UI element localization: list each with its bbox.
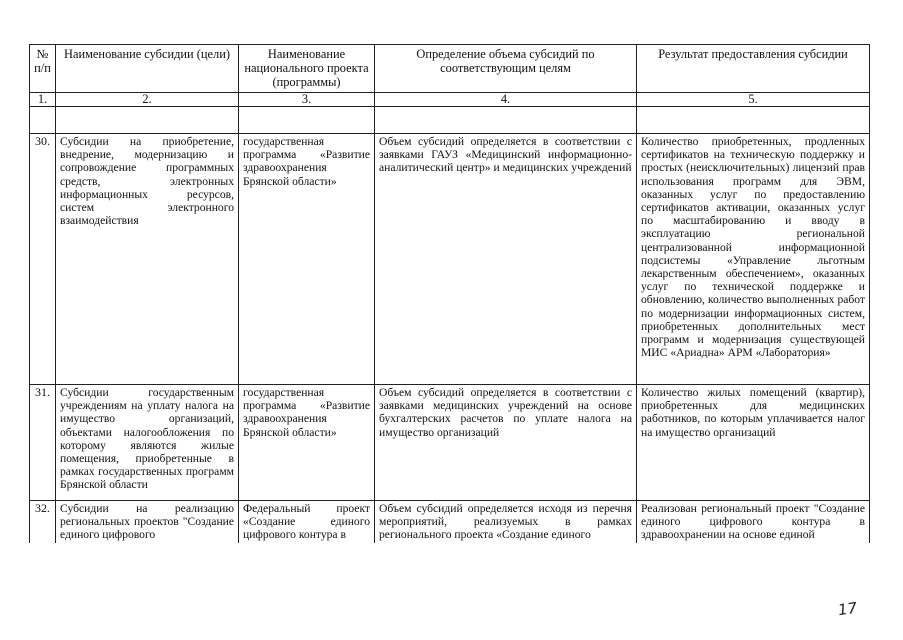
blank-row: [30, 107, 870, 134]
header-volume-definition: Определение объема субсидий по соответствующим целям: [375, 45, 637, 93]
table-row: [30, 385, 870, 501]
header-national-project: Наименование национального проекта (программы): [239, 45, 375, 93]
header-subsidy-name: Наименование субсидии (цели): [56, 45, 239, 93]
row-number: 30.: [30, 134, 56, 385]
row-number: 31.: [30, 385, 56, 501]
table-row: [30, 501, 870, 543]
blank-cell: [239, 107, 375, 134]
column-numbering-row: [30, 93, 870, 107]
row-number: 32.: [30, 501, 56, 543]
table-row: [30, 134, 870, 385]
program-cell: Федеральный проект «Создание единого цифрового контура в: [239, 501, 375, 543]
subsidy-name-cell: Субсидии на приобретение, внедрение, модернизацию и сопровождение программных средств, электронных информационных ресурсов, систем электронного взаимодействия: [56, 134, 239, 385]
volume-cell: Объем субсидий определяется исходя из перечня мероприятий, реализуемых в рамках регионального проекта «Создание единого: [375, 501, 637, 543]
program-cell: государственная программа «Развитие здравоохранения Брянской области»: [239, 134, 375, 385]
column-number: 4.: [375, 93, 637, 107]
volume-cell: Объем субсидий определяется в соответствии с заявками ГАУЗ «Медицинский информационно-аналитический центр» и медицинских учреждений: [375, 134, 637, 385]
volume-cell: Объем субсидий определяется в соответствии с заявками медицинских учреждений на основе бухгалтерских расчетов по уплате налога на имущество организаций: [375, 385, 637, 501]
subsidy-name-cell: Субсидии государственным учреждениям на уплату налога на имущество организаций, объектами налогообложения по которому являются жилые помещения, приобретенные в рамках государственных программ Брянской области: [56, 385, 239, 501]
column-number: 1.: [30, 93, 56, 107]
blank-cell: [637, 107, 870, 134]
column-number: 3.: [239, 93, 375, 107]
table-header-row: [30, 45, 870, 93]
header-number: № п/п: [30, 45, 56, 93]
program-cell: государственная программа «Развитие здравоохранения Брянской области»: [239, 385, 375, 501]
column-number: 5.: [637, 93, 870, 107]
blank-cell: [30, 107, 56, 134]
subsidy-name-cell: Субсидии на реализацию региональных проектов "Создание единого цифрового: [56, 501, 239, 543]
blank-cell: [375, 107, 637, 134]
blank-cell: [56, 107, 239, 134]
result-cell: Количество приобретенных, продленных сертификатов на техническую поддержку и простых (неисключительных) лицензий прав использования программ для ЭВМ, оказанных услуг по предоставлению сертификатов активации, оказанных услуг по масштабированию и вводу в эксплуатацию региональной централизованной информационной подсистемы «Управление льготным лекарственным обеспечением», оказанных услуг по технической поддержке и обновлению, количество выполненных работ по модернизации информационных систем, приобретенных дополнительных мест программ и модернизация существующей МИС «Ариадна» АРМ «Лаборатория»: [637, 134, 870, 385]
subsidies-table: [29, 44, 870, 543]
result-cell: Реализован региональный проект "Создание единого цифрового контура в здравоохранении на основе единой: [637, 501, 870, 543]
header-result: Результат предоставления субсидии: [637, 45, 870, 93]
page-number: 17: [836, 598, 859, 620]
column-number: 2.: [56, 93, 239, 107]
result-cell: Количество жилых помещений (квартир), приобретенных для медицинских работников, по которым уплачивается налог на имущество организаций: [637, 385, 870, 501]
